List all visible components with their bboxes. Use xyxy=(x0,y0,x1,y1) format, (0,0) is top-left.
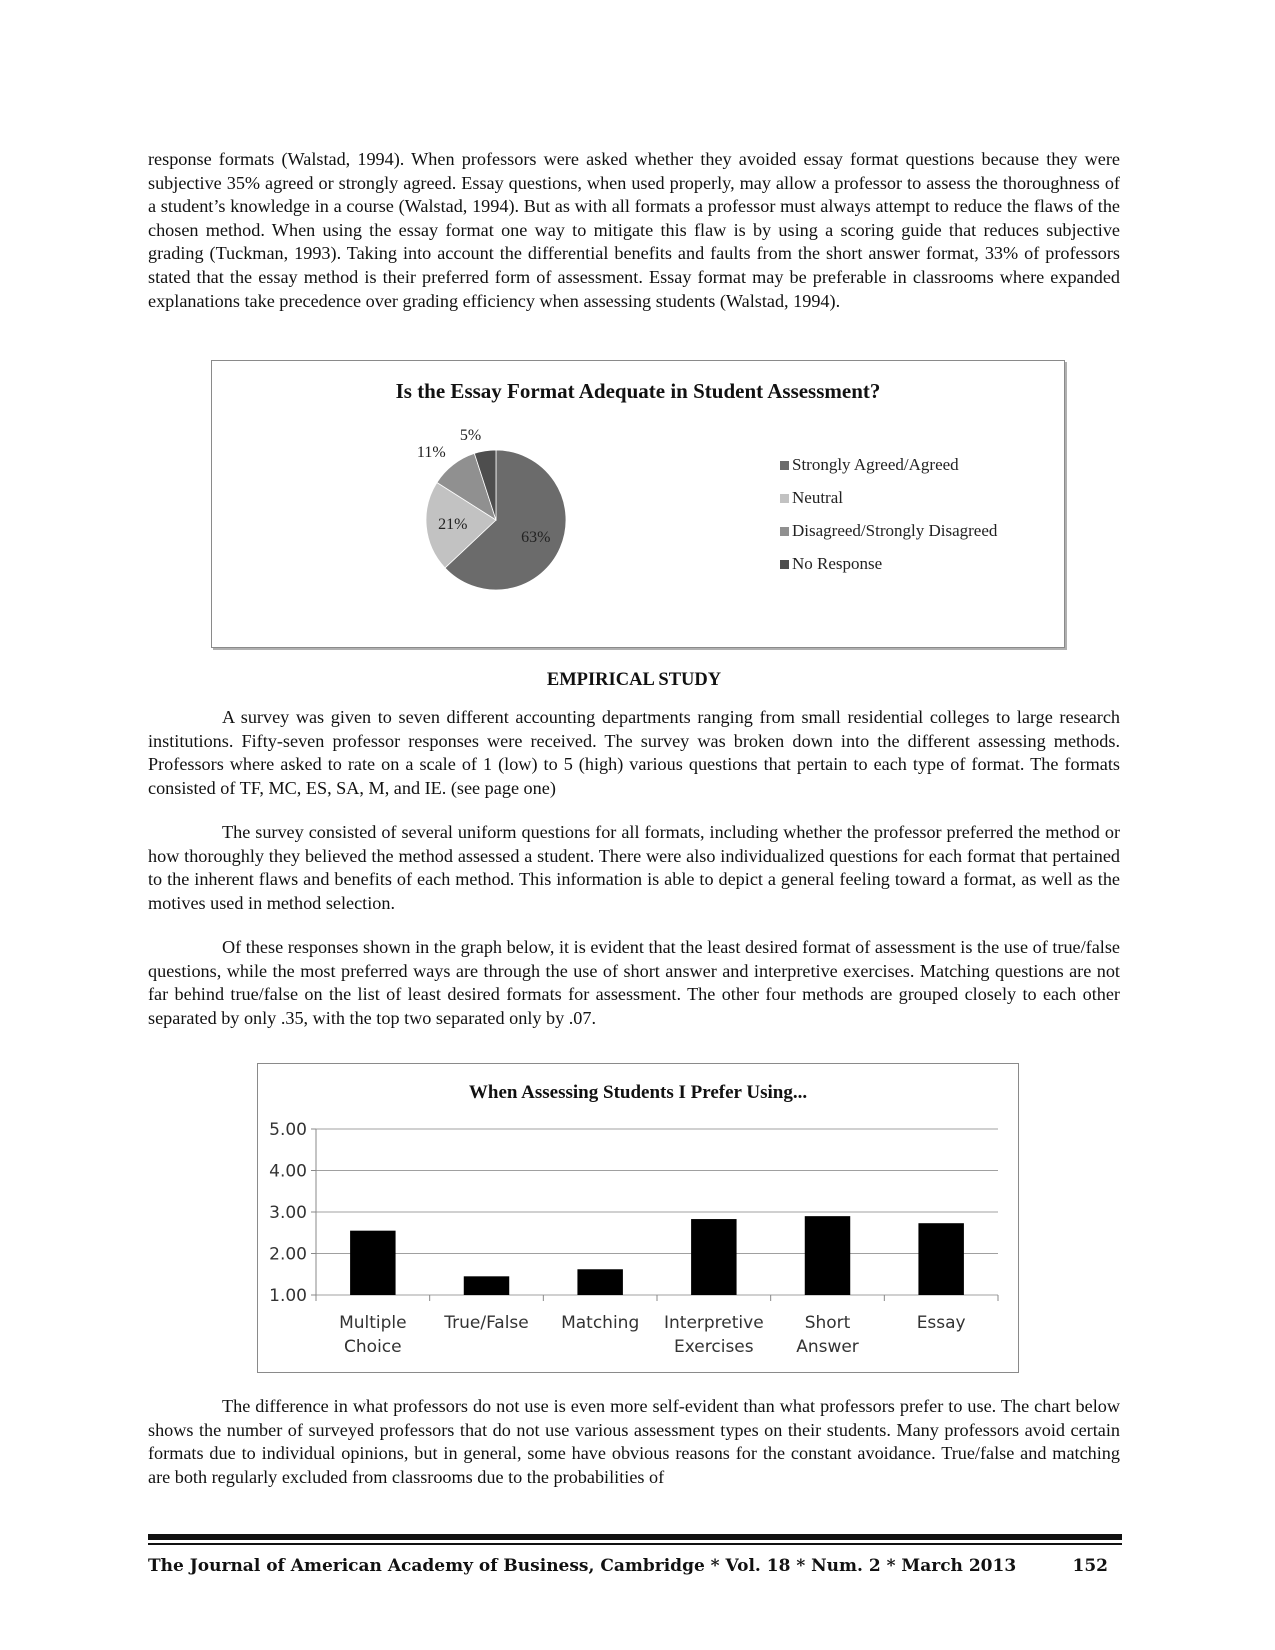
x-tick-label: Short xyxy=(804,1313,851,1333)
x-tick-label: Answer xyxy=(796,1337,859,1357)
legend-swatch xyxy=(780,494,789,503)
y-tick-label: 1.00 xyxy=(269,1286,307,1306)
footer-rule-thin xyxy=(148,1543,1122,1545)
legend-label: Strongly Agreed/Agreed xyxy=(792,455,959,474)
legend-swatch xyxy=(780,560,789,569)
x-tick-label: Multiple xyxy=(339,1313,407,1333)
x-tick-label: Interpretive xyxy=(663,1313,764,1333)
y-tick-label: 5.00 xyxy=(269,1120,307,1140)
bar-chart-plot xyxy=(258,1064,1018,1372)
x-tick-label: Matching xyxy=(561,1313,640,1333)
pie-data-label: 11% xyxy=(416,444,446,462)
page-number: 152 xyxy=(1072,1556,1108,1576)
pie-chart-title: Is the Essay Format Adequate in Student Assessment? xyxy=(395,379,881,403)
bar xyxy=(464,1276,509,1295)
paragraph-avoidance: The difference in what professors do not use is even more self-evident than what professors prefer to use. The chart below shows the number of surveyed professors that do not use various assessment types on their students. Many professors avoid certain formats due to individual opinions, but in general, some have obvious reasons for the constant avoidance. True/false and matching are both regularly excluded from classrooms due to the probabilities of xyxy=(148,1396,1120,1487)
legend-swatch xyxy=(780,527,789,536)
pie-data-label: 5% xyxy=(459,427,482,445)
paragraph-survey-questions: The survey consisted of several uniform questions for all formats, including whether the professor preferred the method or how thoroughly they believed the method assessed a student. There were also individualized questions for each format that pertained to the inherent flaws and benefits of each method. This information is able to depict a general feeling toward a format, as well as the motives used in method selection. xyxy=(148,822,1120,913)
pie-chart xyxy=(211,360,1065,648)
x-tick-label: Choice xyxy=(344,1337,402,1357)
paragraph-survey-intro: A survey was given to seven different accounting departments ranging from small residential colleges to large research institutions. Fifty-seven professor responses were received. The survey was broken down into the different assessing methods. Professors where asked to rate on a scale of 1 (low) to 5 (high) various questions that pertain to each type of format. The formats consisted of TF, MC, ES, SA, M, and IE. (see page one) xyxy=(148,707,1120,798)
bar xyxy=(918,1223,963,1295)
pie-data-label: 21% xyxy=(438,516,468,534)
page-footer xyxy=(148,1556,1108,1576)
paragraph-responses: Of these responses shown in the graph below, it is evident that the least desired format of assessment is the use of true/false questions, while the most preferred ways are through the use of short answer and interpretive exercises. Matching questions are not far behind true/false on the list of least desired formats for assessment. The other four methods are grouped closely to each other separated by only .35, with the top two separated only by .07. xyxy=(148,937,1120,1028)
bar xyxy=(805,1216,850,1295)
bar xyxy=(350,1231,395,1295)
legend-swatch xyxy=(780,461,789,470)
x-tick-label: True/False xyxy=(444,1313,529,1333)
x-tick-label: Exercises xyxy=(674,1337,754,1357)
legend-label: No Response xyxy=(792,554,883,573)
footer-rule-thick xyxy=(148,1534,1122,1540)
section-heading: EMPIRICAL STUDY xyxy=(546,670,722,690)
y-tick-label: 3.00 xyxy=(269,1203,307,1223)
journal-citation: The Journal of American Academy of Business, Cambridge * Vol. 18 * Num. 2 * March 2013 xyxy=(148,1556,1017,1576)
paragraph-essay-format: response formats (Walstad, 1994). When professors were asked whether they avoided essay format questions because they were subjective 35% agreed or strongly agreed. Essay questions, when used properly, may allow a professor to assess the thoroughness of a student’s knowledge in a course (Walstad, 1994). But as with all formats a professor must always attempt to reduce the flaws of the chosen method. When using the essay format one way to mitigate this flaw is by using a scoring guide that reduces subjective grading (Tuckman, 1993). Taking into account the differential benefits and faults from the short answer format, 33% of professors stated that the essay method is their preferred form of assessment. Essay format may be preferable in classrooms where expanded explanations take precedence over grading efficiency when assessing students (Walstad, 1994). xyxy=(148,149,1120,311)
legend-label: Disagreed/Strongly Disagreed xyxy=(792,521,998,540)
y-tick-label: 4.00 xyxy=(269,1161,307,1182)
legend-label: Neutral xyxy=(792,488,843,507)
bar-chart xyxy=(257,1063,1019,1373)
bar-chart-title: When Assessing Students I Prefer Using... xyxy=(468,1082,808,1103)
pie-chart-plot xyxy=(212,361,1064,647)
y-tick-label: 2.00 xyxy=(269,1244,307,1265)
x-tick-label: Essay xyxy=(916,1313,966,1333)
bar xyxy=(691,1219,736,1295)
bar xyxy=(577,1269,622,1295)
pie-data-label: 63% xyxy=(521,529,551,547)
